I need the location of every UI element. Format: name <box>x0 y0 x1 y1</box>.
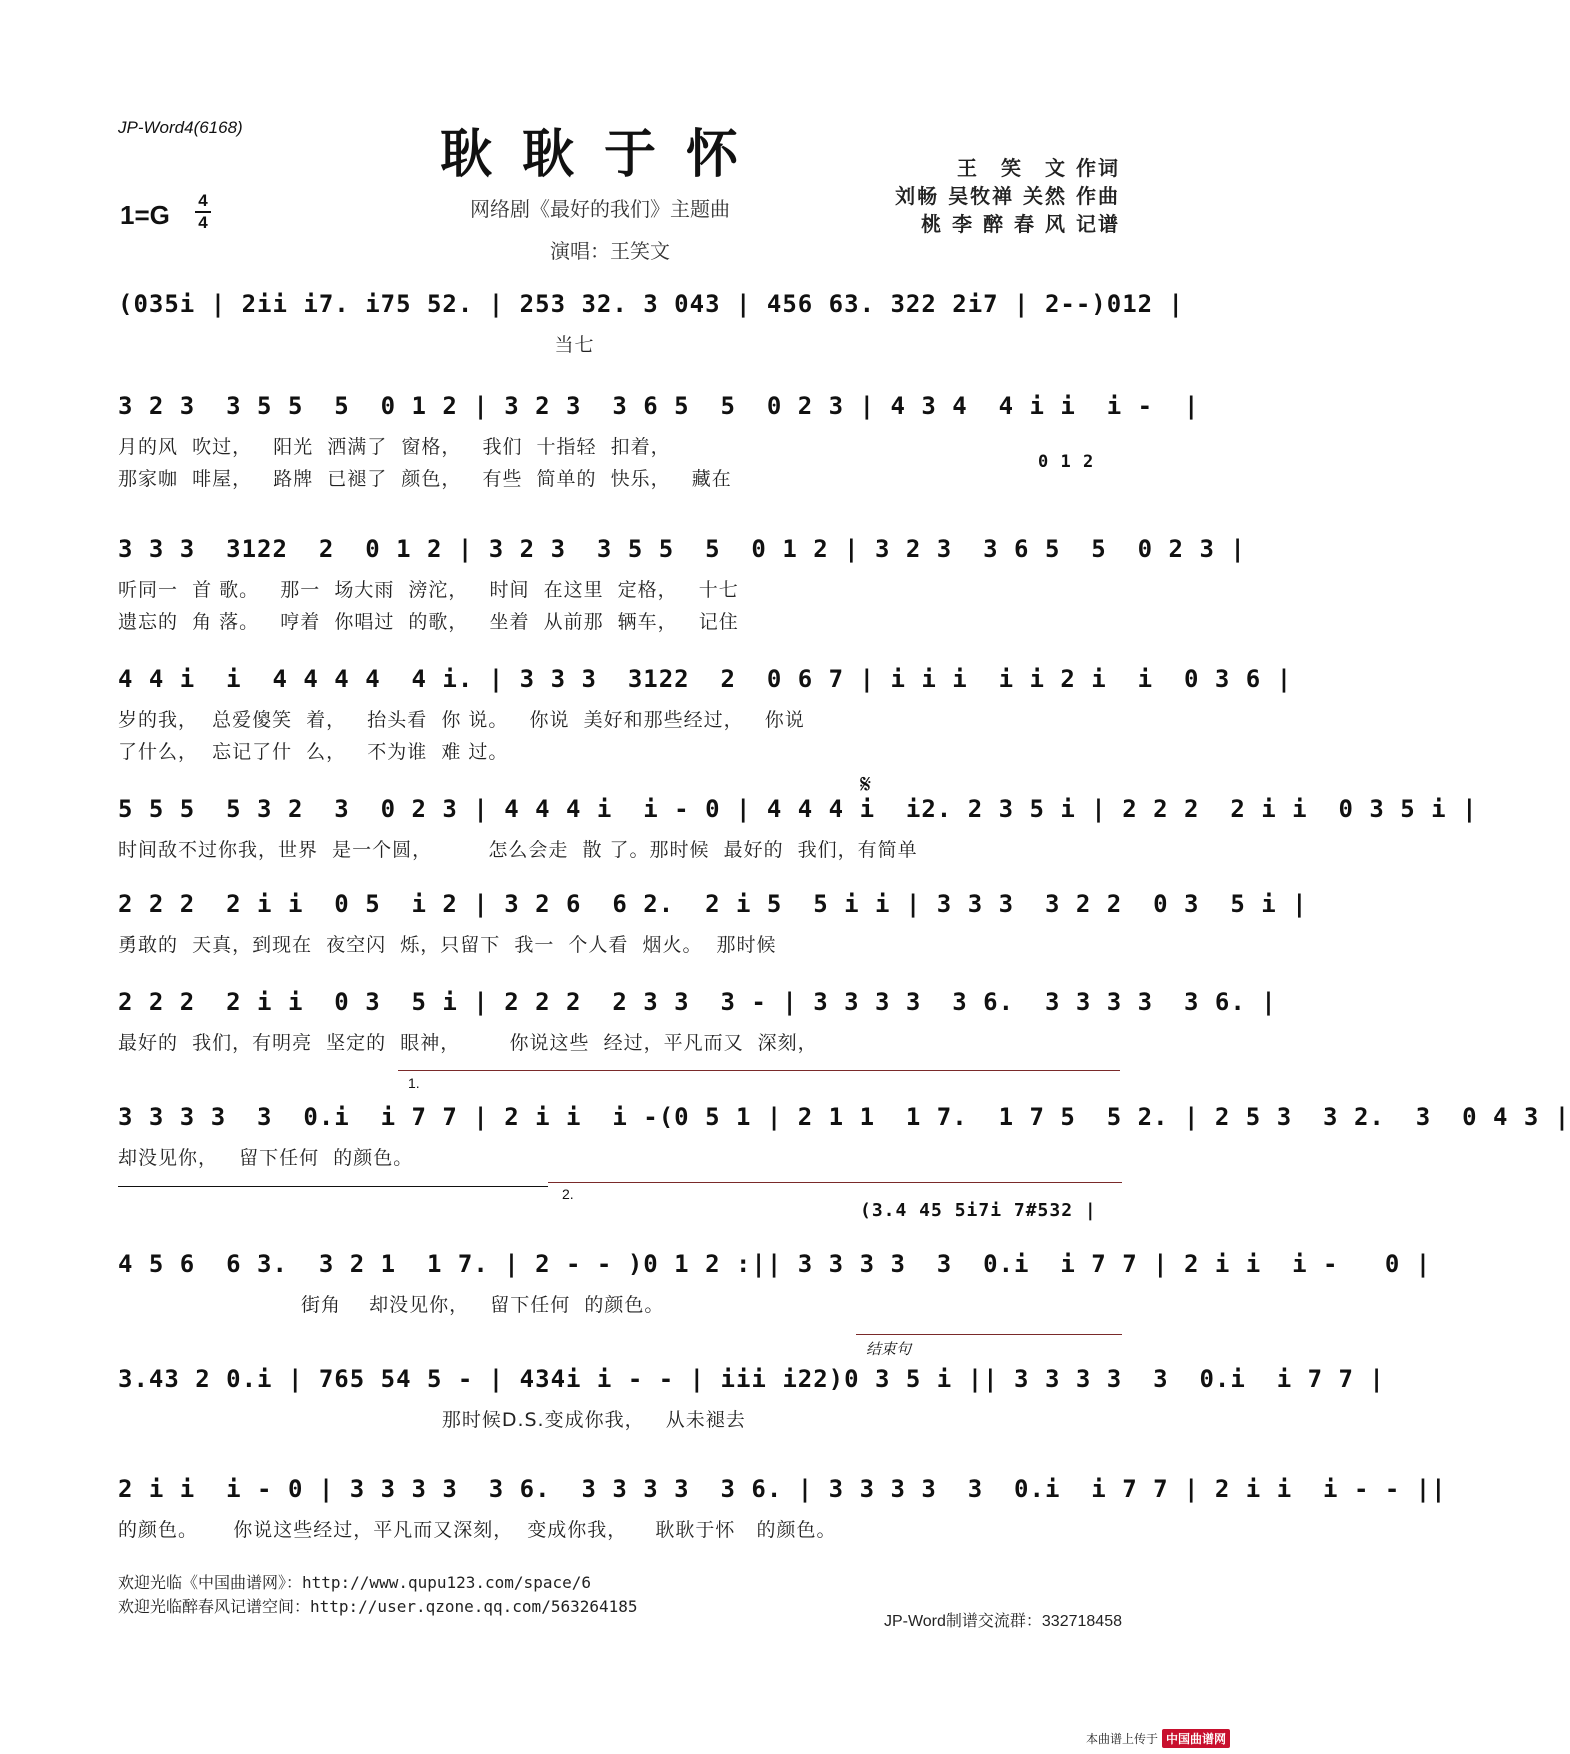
notation-line-9: 4 5 6 6 3. 3 2 1 1 7. | 2 - - )0 1 2 :|| 3 3 3 3 3 0.i i 7 7 | 2 i i i - 0 | <box>118 1250 1432 1278</box>
segno-mark: 𝄋 <box>860 770 872 800</box>
notation-line-4: 4 4 i i 4 4 4 4 4 i. | 3 3 3 3122 2 0 6 7 | i i i i i 2 i i 0 3 6 | <box>118 665 1293 693</box>
lyric-line-2-1: 月的风 吹过， 阳光 洒满了 窗格， 我们 十指轻 扣着， <box>118 436 671 458</box>
upload-text: 本曲谱上传于 <box>1085 1732 1158 1746</box>
software-label: JP-Word4(6168) <box>118 118 243 137</box>
group-info: JP-Word制谱交流群：332718458 <box>883 1613 1122 1630</box>
lyric-line-3-2: 遗忘的 角 落。 哼着 你唱过 的歌， 坐着 从前那 辆车， 记住 <box>118 611 739 633</box>
lyric-line-3-1: 听同一 首 歌。 那一 场大雨 滂沱， 时间 在这里 定格， 十七 <box>118 579 739 601</box>
lyric-line-11-1: 的颜色。 你说这些经过，平凡而又深刻， 变成你我， 耿耿于怀 的颜色。 <box>118 1519 837 1541</box>
singer: 演唱：王笑文 <box>550 239 670 263</box>
ending-label: 结束句 <box>866 1340 912 1358</box>
time-sig-bottom: 4 <box>198 213 208 232</box>
transcriber-credit: 桃 李 醉 春 风 记谱 <box>921 212 1120 236</box>
intro-pickup: (3.4 45 5i7i 7#532 | <box>860 1200 1097 1221</box>
upload-badge <box>1086 1729 1230 1748</box>
lyric-line-4-1: 岁的我， 总爱傻笑 着， 抬头看 你 说。 你说 美好和那些经过， 你说 <box>118 709 805 731</box>
notation-line-11: 2 i i i - 0 | 3 3 3 3 3 6. 3 3 3 3 3 6. | 3 3 3 3 3 0.i i 7 7 | 2 i i i - - || <box>118 1475 1447 1503</box>
notation-line-6: 2 2 2 2 i i 0 5 i 2 | 3 2 6 6 2. 2 i 5 5 i i | 3 3 3 3 2 2 0 3 5 i | <box>118 890 1308 918</box>
time-sig-top: 4 <box>198 191 208 210</box>
lyric-line-1-1: 当七 <box>118 334 595 356</box>
lyric-line-8-1: 却没见你， 留下任何 的颜色。 <box>118 1147 414 1169</box>
volta-1: 1. <box>408 1075 420 1091</box>
notation-line-10: 3.43 2 0.i | 765 54 5 - | 434i i - - | iii i22)0 3 5 i || 3 3 3 3 3 0.i i 7 7 | <box>118 1365 1385 1393</box>
lyric-line-10-1: 那时候D.S.变成你我， 从未褪去 <box>118 1409 746 1431</box>
notation-line-1: (035i | 2ii i7. i75 52. | 253 32. 3 043 | 456 63. 322 2i7 | 2--)012 | <box>118 290 1184 318</box>
composer-credit: 刘畅 吴牧禅 关然 作曲 <box>895 184 1120 208</box>
site-logo: 中国曲谱网 <box>1162 1729 1230 1748</box>
subtitle: 网络剧《最好的我们》主题曲 <box>470 197 730 221</box>
time-signature <box>195 192 211 232</box>
notation-line-2: 3 2 3 3 5 5 5 0 1 2 | 3 2 3 3 6 5 5 0 2 3 | 4 3 4 4 i i i - | <box>118 392 1200 420</box>
pickup-012: 0 1 2 <box>1038 452 1095 472</box>
notation-line-5: 5 5 5 5 3 2 3 0 2 3 | 4 4 4 i i - 0 | 4 4 4 i i2. 2 3 5 i | 2 2 2 2 i i 0 3 5 i | <box>118 795 1478 823</box>
notation-line-7: 2 2 2 2 i i 0 3 5 i | 2 2 2 2 3 3 3 - | 3 3 3 3 3 6. 3 3 3 3 3 6. | <box>118 988 1277 1016</box>
lyric-line-5-1: 时间敌不过你我，世界 是一个圆， 怎么会走 散 了。那时候 最好的 我们，有简单 <box>118 839 918 861</box>
lyric-line-9-1: 街角 却没见你， 留下任何 的颜色。 <box>118 1294 665 1316</box>
lyric-line-7-1: 最好的 我们，有明亮 坚定的 眼神， 你说这些 经过，平凡而又 深刻， <box>118 1032 818 1054</box>
notation-line-8: 3 3 3 3 3 0.i i 7 7 | 2 i i i -(0 5 1 | 2 1 1 1 7. 1 7 5 5 2. | 2 5 3 3 2. 3 0 4 3 | <box>118 1103 1570 1131</box>
lyric-line-6-1: 勇敢的 天真，到现在 夜空闪 烁，只留下 我一 个人看 烟火。 那时候 <box>118 934 777 956</box>
volta-2: 2. <box>562 1186 574 1202</box>
lyric-line-2-2: 那家咖 啡屋， 路牌 已褪了 颜色， 有些 简单的 快乐， 藏在 <box>118 468 732 490</box>
notation-line-3: 3 3 3 3122 2 0 1 2 | 3 2 3 3 5 5 5 0 1 2 | 3 2 3 3 6 5 5 0 2 3 | <box>118 535 1246 563</box>
key-signature: 1=G <box>120 200 170 230</box>
lyric-line-4-2: 了什么， 忘记了什 么， 不为谁 难 过。 <box>118 741 509 763</box>
footer-line-1: 欢迎光临《中国曲谱网》：http://www.qupu123.com/space/6 <box>118 1573 591 1592</box>
lyricist-credit: 王 笑 文 作词 <box>957 156 1120 180</box>
footer-line-2: 欢迎光临醉春风记谱空间：http://user.qzone.qq.com/563264185 <box>118 1597 638 1616</box>
song-title: 耿耿于怀 <box>440 124 769 185</box>
